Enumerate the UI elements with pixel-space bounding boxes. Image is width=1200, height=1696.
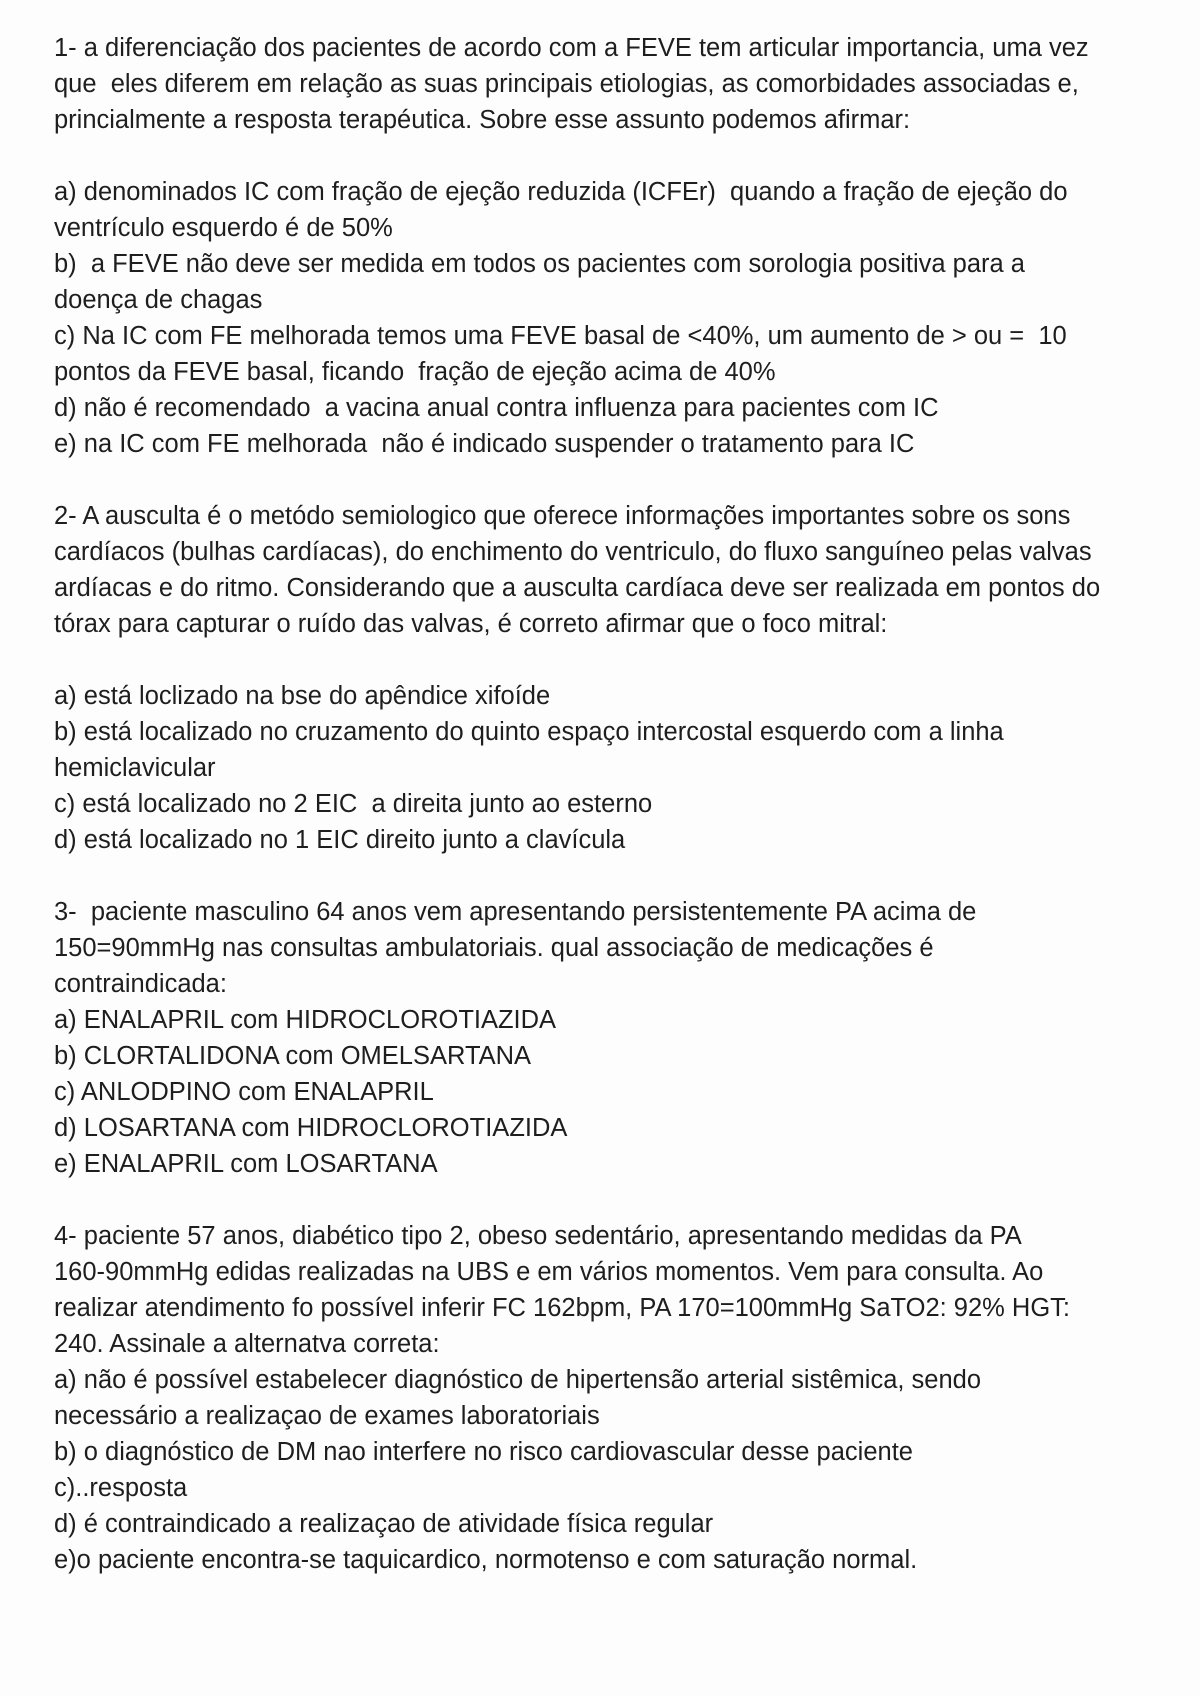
question-3-stem-line: 150=90mmHg nas consultas ambulatoriais. qual associação de medicações é [54,934,934,962]
paragraph-gap [54,462,1164,498]
question-3 [54,894,1164,1182]
question-4 [54,1218,1164,1578]
question-4-stem-line: realizar atendimento fo possível inferir FC 162bpm, PA 170=100mmHg SaTO2: 92% HGT: [54,1294,1071,1322]
question-3-option-c: c) ANLODPINO com ENALAPRIL [54,1078,434,1106]
question-4-stem-line: 4- paciente 57 anos, diabético tipo 2, obeso sedentário, apresentando medidas da PA [54,1222,1022,1250]
question-4-stem-line: 160-90mmHg edidas realizadas na UBS e em vários momentos. Vem para consulta. Ao [54,1258,1044,1286]
question-4-option-c: c)..resposta [54,1474,188,1502]
question-1-stem-line: princialmente a resposta terapéutica. Sobre esse assunto podemos afirmar: [54,106,911,134]
paragraph-gap [54,858,1164,894]
paragraph-gap [54,1182,1164,1218]
question-2-option-c: c) está localizado no 2 EIC a direita junto ao esterno [54,790,653,818]
question-1-option-c-cont: pontos da FEVE basal, ficando fração de ejeção acima de 40% [54,358,776,386]
question-2-option-a: a) está loclizado na bse do apêndice xifoíde [54,682,551,710]
question-1-option-c: c) Na IC com FE melhorada temos uma FEVE basal de <40%, um aumento de > ou = 10 [54,322,1067,350]
question-1-option-b: b) a FEVE não deve ser medida em todos os pacientes com sorologia positiva para a [54,250,1025,278]
question-2-stem-line: tórax para capturar o ruído das valvas, é correto afirmar que o foco mitral: [54,610,888,638]
question-3-stem-line: contraindicada: [54,970,227,998]
question-1 [54,30,1164,462]
paragraph-gap [54,138,1164,174]
question-1-option-e: e) na IC com FE melhorada não é indicado suspender o tratamento para IC [54,430,915,458]
question-4-option-b: b) o diagnóstico de DM nao interfere no risco cardiovascular desse paciente [54,1438,913,1466]
question-1-option-a-cont: ventrículo esquerdo é de 50% [54,214,393,242]
question-1-option-a: a) denominados IC com fração de ejeção reduzida (ICFEr) quando a fração de ejeção do [54,178,1068,206]
document-page [54,30,1164,1578]
question-4-option-e: e)o paciente encontra-se taquicardico, normotenso e com saturação normal. [54,1546,918,1574]
question-1-option-b-cont: doença de chagas [54,286,263,314]
question-3-option-a: a) ENALAPRIL com HIDROCLOROTIAZIDA [54,1006,557,1034]
question-2-option-b: b) está localizado no cruzamento do quinto espaço intercostal esquerdo com a linha [54,718,1004,746]
question-2 [54,498,1164,858]
question-1-stem-line: que eles diferem em relação as suas principais etiologias, as comorbidades associadas e, [54,70,1079,98]
question-4-option-a-cont: necessário a realizaçao de exames laboratoriais [54,1402,600,1430]
paragraph-gap [54,642,1164,678]
question-2-stem-line: ardíacas e do ritmo. Considerando que a ausculta cardíaca deve ser realizada em pontos do [54,574,1101,602]
question-1-stem-line: 1- a diferenciação dos pacientes de acordo com a FEVE tem articular importancia, uma vez [54,34,1089,62]
question-2-stem-line: 2- A ausculta é o metódo semiologico que oferece informações importantes sobre os sons [54,502,1071,530]
question-4-stem-line: 240. Assinale a alternatva correta: [54,1330,440,1358]
question-4-option-a: a) não é possível estabelecer diagnóstico de hipertensão arterial sistêmica, sendo [54,1366,982,1394]
question-3-option-e: e) ENALAPRIL com LOSARTANA [54,1150,438,1178]
question-2-stem-line: cardíacos (bulhas cardíacas), do enchimento do ventriculo, do fluxo sanguíneo pelas valvas [54,538,1092,566]
question-3-option-b: b) CLORTALIDONA com OMELSARTANA [54,1042,532,1070]
question-3-stem-line: 3- paciente masculino 64 anos vem apresentando persistentemente PA acima de [54,898,977,926]
question-2-option-b-cont: hemiclavicular [54,754,216,782]
question-4-option-d: d) é contraindicado a realizaçao de atividade física regular [54,1510,714,1538]
question-3-option-d: d) LOSARTANA com HIDROCLOROTIAZIDA [54,1114,568,1142]
question-2-option-d: d) está localizado no 1 EIC direito junto a clavícula [54,826,626,854]
question-1-option-d: d) não é recomendado a vacina anual contra influenza para pacientes com IC [54,394,939,422]
